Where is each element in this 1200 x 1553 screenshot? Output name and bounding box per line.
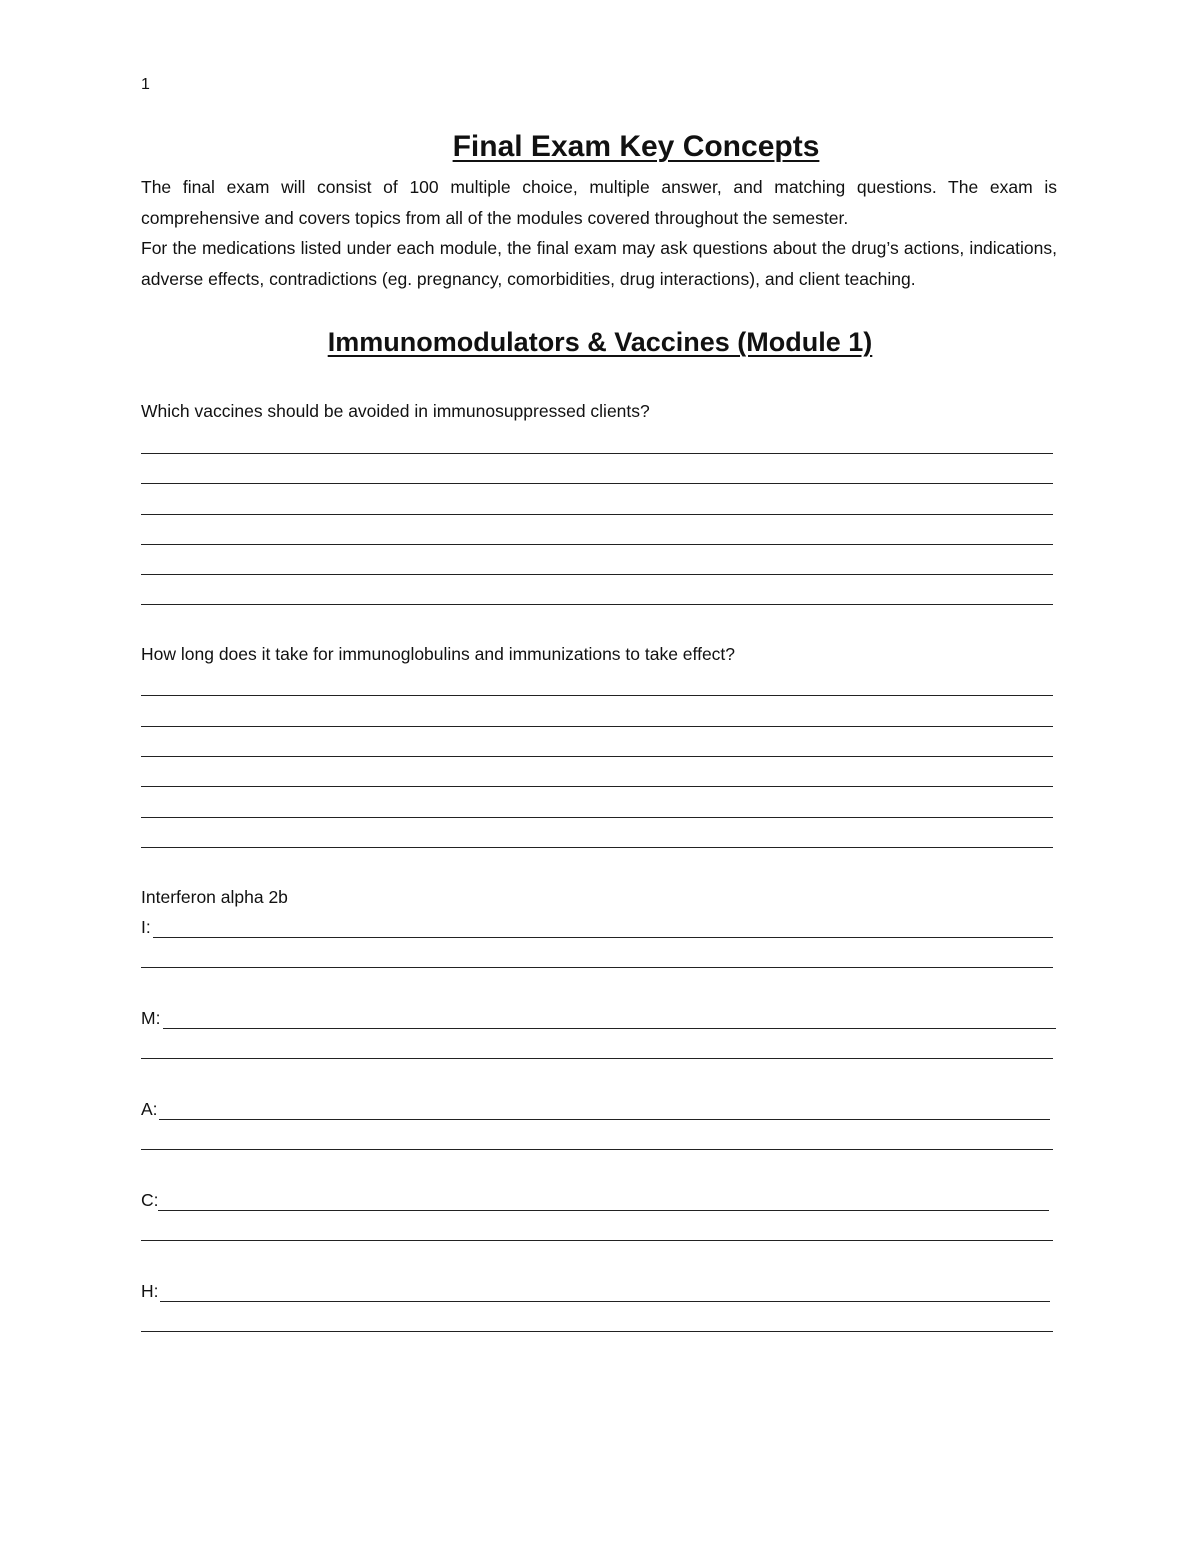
answer-line[interactable] xyxy=(141,514,1053,515)
field-line-h[interactable] xyxy=(160,1301,1050,1302)
field-label-i: I: xyxy=(141,917,151,937)
answer-line[interactable] xyxy=(141,604,1053,605)
field-line-m[interactable] xyxy=(163,1028,1056,1029)
answer-line[interactable] xyxy=(141,483,1053,484)
answer-line[interactable] xyxy=(141,544,1053,545)
drug-name: Interferon alpha 2b xyxy=(141,887,288,907)
answer-line[interactable] xyxy=(141,847,1053,848)
answer-line[interactable] xyxy=(141,756,1053,757)
answer-line[interactable] xyxy=(141,726,1053,727)
field-label-m: M: xyxy=(141,1008,161,1028)
answer-line[interactable] xyxy=(141,1331,1053,1332)
answer-line[interactable] xyxy=(141,574,1053,575)
intro-text xyxy=(141,172,1057,294)
field-line-a[interactable] xyxy=(159,1119,1050,1120)
answer-line[interactable] xyxy=(141,1149,1053,1150)
page-number: 1 xyxy=(141,76,150,93)
answer-line[interactable] xyxy=(141,695,1053,696)
field-line-c[interactable] xyxy=(158,1210,1049,1211)
field-label-c: C: xyxy=(141,1190,159,1210)
answer-line[interactable] xyxy=(141,453,1053,454)
question-2: How long does it take for immunoglobulins and immunizations to take effect? xyxy=(141,644,736,664)
answer-line[interactable] xyxy=(141,817,1053,818)
question-1: Which vaccines should be avoided in immunosuppressed clients? xyxy=(141,401,650,421)
answer-line[interactable] xyxy=(141,967,1053,968)
section-heading: Immunomodulators & Vaccines (Module 1) xyxy=(327,327,873,357)
intro-paragraph-1: The final exam will consist of 100 multiple choice, multiple answer, and matching questions. The exam is comprehensive and covers topics from all of the modules covered throughout the semester. xyxy=(141,177,1057,228)
answer-line[interactable] xyxy=(141,1058,1053,1059)
intro-paragraph-2: For the medications listed under each module, the final exam may ask questions about the drug’s actions, indications, adverse effects, contradictions (eg. pregnancy, comorbidities, drug interactions), and client teaching. xyxy=(141,238,1057,289)
answer-line[interactable] xyxy=(141,1240,1053,1241)
field-label-a: A: xyxy=(141,1099,158,1119)
answer-line[interactable] xyxy=(141,786,1053,787)
field-label-h: H: xyxy=(141,1281,159,1301)
field-line-i[interactable] xyxy=(153,937,1053,938)
page-title: Final Exam Key Concepts xyxy=(452,130,820,163)
